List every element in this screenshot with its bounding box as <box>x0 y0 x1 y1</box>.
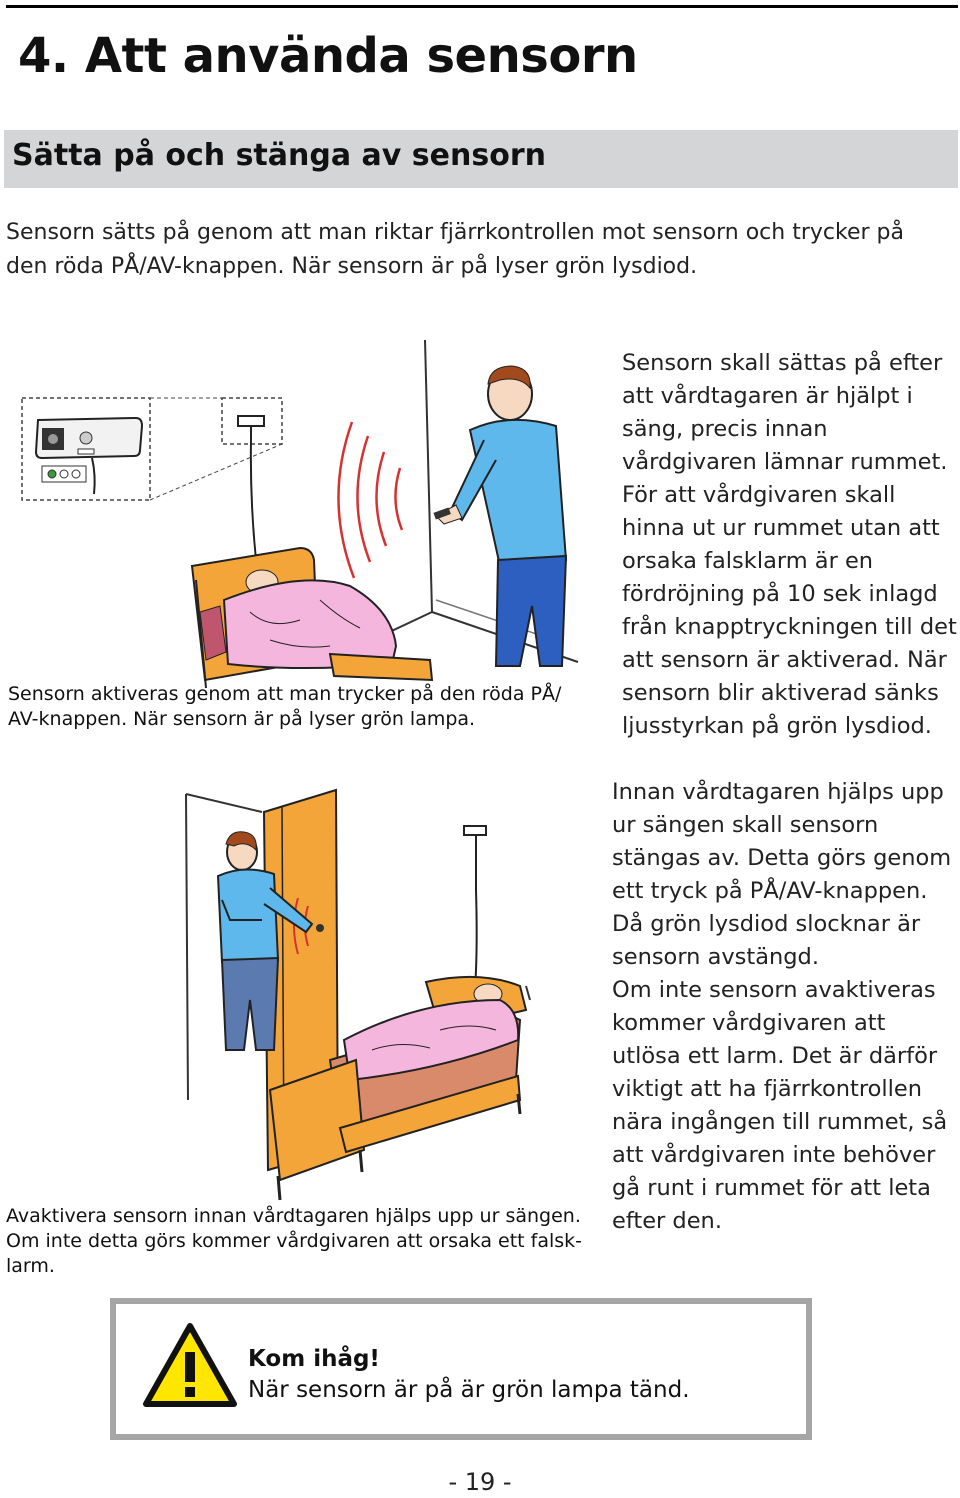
warning-icon <box>142 1322 238 1408</box>
figure1-caption: Sensorn aktiveras genom att man trycker på den röda PÅ/ AV-knappen. När sensorn är på lyser grön lampa. <box>8 683 562 730</box>
remote-placement-text: Om inte sensorn avaktiveras kommer vårdgivaren att utlösa ett larm. Det är därför viktigt att ha fjärrkontrollen nära ingången till rummet, så att vårdgivaren inte behöver gå runt i rummet för att leta efter den. <box>612 977 948 1234</box>
page-title: 4. Att använda sensorn <box>18 28 638 84</box>
section-title: Sätta på och stänga av sensorn <box>12 138 546 173</box>
reminder-heading: Kom ihåg! <box>248 1346 380 1372</box>
intro-paragraph: Sensorn sätts på genom att man riktar fjärrkontrollen mot sensorn och trycker på den röda PÅ/AV-knappen. När sensorn är på lyser grön lysdiod. <box>6 220 904 279</box>
activation-text: Sensorn skall sättas på efter att vårdtagaren är hjälpt i säng, precis innan vårdgivaren lämnar rummet. För att vårdgivaren skall hinna ut ur rummet utan att orsaka falsklarm är en fördröjning på 10 sek inlagd från knapptryckningen till det att sensorn är aktiverad. När sensorn blir aktiverad sänks ljusstyrkan på grön lysdiod. <box>622 350 957 739</box>
page-number: - 19 - <box>448 1468 512 1496</box>
reminder-text: När sensorn är på är grön lampa tänd. <box>248 1377 690 1403</box>
reminder-box <box>110 1298 812 1440</box>
deactivation-text: Innan vårdtagaren hjälps upp ur sängen skall sensorn stängas av. Detta görs genom ett tryck på PÅ/AV-knappen. Då grön lysdiod slocknar är sensorn avstängd. <box>612 779 952 970</box>
figure2-caption: Avaktivera sensorn innan vårdtagaren hjälps upp ur sängen. Om inte detta görs kommer vårdgivaren att orsaka ett falsk-larm. <box>6 1205 583 1277</box>
